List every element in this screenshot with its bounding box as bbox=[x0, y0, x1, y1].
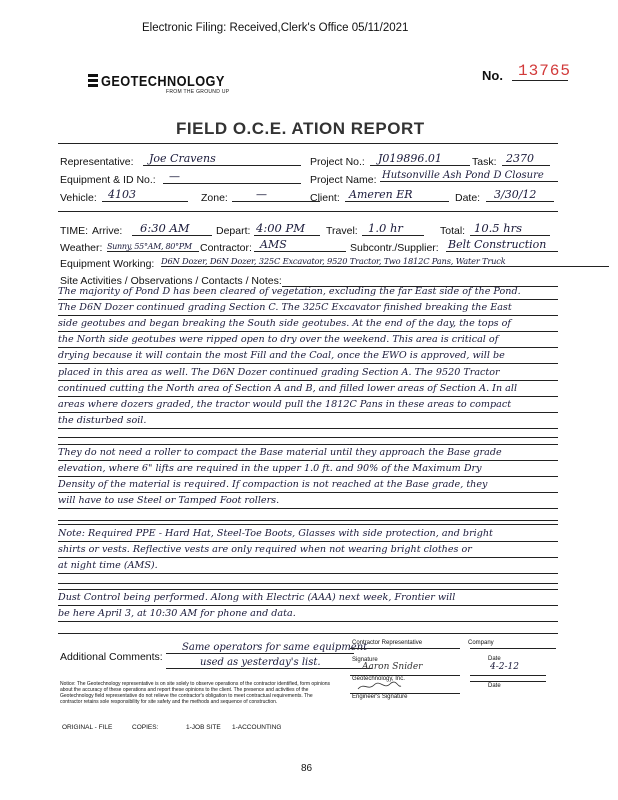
note-line[interactable]: shirts or vests. Reflective vests are only required when not wearing bright clothes or bbox=[58, 544, 558, 558]
project-name-field[interactable]: Hutsonville Ash Pond D Closure bbox=[380, 170, 558, 182]
note-line[interactable]: areas where dozers graded, the tractor would pull the 1812C Pans in these areas to compact bbox=[58, 399, 558, 413]
project-no-field[interactable]: J019896.01 bbox=[370, 152, 470, 166]
header-rule bbox=[58, 211, 558, 212]
time-label: TIME: bbox=[60, 225, 88, 237]
zone-label: Zone: bbox=[201, 192, 228, 204]
note-line[interactable]: side geotubes and began breaking the South side geotubes. At the end of the day, the tops of bbox=[58, 318, 558, 332]
note-line[interactable]: will have to use Steel or Tamped Foot rollers. bbox=[58, 495, 558, 509]
engineer-signature-label: Engineer's Signature bbox=[352, 694, 408, 700]
client-field[interactable]: Ameren ER bbox=[345, 188, 449, 202]
company-line bbox=[470, 648, 556, 649]
task-label: Task: bbox=[472, 156, 497, 168]
engineer-signature-scribble bbox=[356, 680, 402, 692]
contractor-label: Contractor: bbox=[200, 242, 252, 254]
logo-text: GEOTECHNOLOGY bbox=[101, 73, 225, 90]
project-no-label: Project No.: bbox=[310, 156, 365, 168]
note-separator bbox=[58, 583, 558, 584]
note-line[interactable]: the disturbed soil. bbox=[58, 415, 558, 429]
equipment-working-label: Equipment Working: bbox=[60, 258, 155, 270]
subcontr-label: Subcontr./Supplier: bbox=[350, 242, 439, 254]
additional-comments-label: Additional Comments: bbox=[60, 651, 163, 663]
report-no-underline bbox=[512, 80, 568, 81]
depart-label: Depart: bbox=[216, 225, 251, 237]
note-line[interactable]: be here April 3, at 10:30 AM for phone and data. bbox=[58, 608, 558, 622]
total-label: Total: bbox=[440, 225, 466, 237]
task-field[interactable]: 2370 bbox=[502, 152, 550, 166]
signature-date-value[interactable]: 4-2-12 bbox=[490, 662, 519, 672]
additional-comments-line-2[interactable]: used as yesterday's list. bbox=[166, 657, 372, 669]
signature-handwriting: Aaron Snider bbox=[362, 662, 423, 672]
equipment-field[interactable]: — bbox=[163, 170, 301, 184]
geotech-label: Geotechnology, Inc. bbox=[352, 676, 405, 682]
vehicle-field[interactable]: 4103 bbox=[102, 188, 188, 202]
travel-field[interactable]: 1.0 hr bbox=[362, 221, 424, 236]
contractor-rep-line bbox=[350, 648, 460, 649]
note-line[interactable]: They do not need a roller to compact the Base material until they approach the Base grade bbox=[58, 447, 558, 461]
geotech-date-line bbox=[470, 681, 546, 682]
note-line[interactable]: The majority of Pond D has been cleared of vegetation, excluding the far East side of the Pond. bbox=[58, 286, 558, 300]
company-label: Company bbox=[468, 640, 494, 646]
note-line[interactable]: drying because it will contain the most Fill and the Coal, once the EWO is approved, will be bbox=[58, 350, 558, 364]
notes-bottom-rule bbox=[58, 633, 558, 634]
copies-accounting: 1-ACCOUNTING bbox=[232, 724, 282, 731]
note-line[interactable]: the North side geotubes were ripped open to dry over the weekend. This area is critical of bbox=[58, 334, 558, 348]
arrive-label: Arrive: bbox=[92, 225, 123, 237]
note-separator bbox=[58, 437, 558, 438]
note-line[interactable]: Note: Required PPE - Hard Hat, Steel-Toe Boots, Glasses with side protection, and bright bbox=[58, 528, 558, 542]
note-line[interactable] bbox=[58, 511, 558, 525]
representative-label: Representative: bbox=[60, 156, 134, 168]
subcontr-field[interactable]: Belt Construction bbox=[446, 238, 558, 252]
signature-label: Signature bbox=[352, 657, 378, 663]
geotechnology-logo bbox=[88, 73, 247, 95]
note-separator bbox=[58, 520, 558, 521]
note-line[interactable]: placed in this area as well. The D6N Dozer continued grading Section A. The 9520 Tractor bbox=[58, 367, 558, 381]
equipment-label: Equipment & ID No.: bbox=[60, 174, 156, 186]
logo-tagline: FROM THE GROUND UP bbox=[166, 89, 230, 95]
weather-field[interactable]: Sunny, 55°AM, 80°PM bbox=[107, 242, 199, 252]
copies-label: COPIES: bbox=[132, 724, 159, 731]
report-no-value: 13765 bbox=[518, 62, 572, 80]
zone-field[interactable]: — bbox=[232, 188, 320, 202]
note-line[interactable]: Density of the material is required. If compaction is not reached at the Base grade, they bbox=[58, 479, 558, 493]
report-title: FIELD O.C.E. ATION REPORT bbox=[176, 119, 425, 138]
site-activities-label: Site Activities / Observations / Contacts / Notes: bbox=[60, 275, 282, 287]
note-line[interactable]: The D6N Dozer continued grading Section C. The 325C Excavator finished breaking the East bbox=[58, 302, 558, 316]
arrive-field[interactable]: 6:30 AM bbox=[132, 221, 212, 236]
vehicle-label: Vehicle: bbox=[60, 192, 97, 204]
project-name-label: Project Name: bbox=[310, 174, 377, 186]
copies-job-site: 1-JOB SITE bbox=[186, 724, 221, 731]
representative-field[interactable]: Joe Cravens bbox=[143, 152, 301, 166]
note-line[interactable]: continued cutting the North area of Section A and B, and filled lower areas of Section A. In all bbox=[58, 383, 558, 397]
date-label: Date: bbox=[455, 192, 481, 204]
additional-comments-line-1[interactable]: Same operators for same equipment bbox=[166, 642, 354, 654]
page-number: 86 bbox=[301, 763, 313, 774]
contractor-field[interactable]: AMS bbox=[254, 238, 346, 252]
date-field[interactable]: 3/30/12 bbox=[486, 188, 554, 202]
title-rule bbox=[58, 143, 558, 144]
note-line[interactable]: at night time (AMS). bbox=[58, 560, 558, 574]
logo-mark-icon bbox=[88, 74, 98, 90]
weather-label: Weather: bbox=[60, 242, 103, 254]
note-line[interactable]: elevation, where 6" lifts are required in the upper 1.0 ft. and 90% of the Maximum Dry bbox=[58, 463, 558, 477]
report-no-label: No. bbox=[482, 68, 503, 83]
signature-date-line bbox=[470, 675, 546, 676]
signature-date-label: Date bbox=[488, 656, 501, 662]
total-field[interactable]: 10.5 hrs bbox=[470, 221, 550, 236]
client-label: Client: bbox=[310, 192, 340, 204]
contractor-rep-label: Contractor Representative bbox=[352, 640, 423, 646]
original-file-label: ORIGINAL - FILE bbox=[62, 724, 113, 731]
travel-label: Travel: bbox=[326, 225, 358, 237]
note-line[interactable]: Dust Control being performed. Along with Electric (AAA) next week, Frontier will bbox=[58, 592, 558, 606]
equipment-working-field[interactable]: D6N Dozer, D6N Dozer, 325C Excavator, 9520 Tractor, Two 1812C Pans, Water Truck bbox=[161, 256, 609, 267]
filing-stamp: Electronic Filing: Received,Clerk's Office 05/11/2021 bbox=[142, 22, 409, 34]
depart-field[interactable]: 4:00 PM bbox=[254, 221, 320, 236]
notice-text: Notice: The Geotechnology representative is on site solely to observe operations of the contractor identified, form opinions about the accuracy of these operations and report these opinions to the client. The presence and activities of the Geotechnology field representative do not relieve the contractor's obligation to meet contractual requirements. The contractor retains sole responsibility for site safety and the methods and sequence of construction. bbox=[60, 681, 331, 705]
geotech-date-label: Date bbox=[488, 683, 501, 689]
